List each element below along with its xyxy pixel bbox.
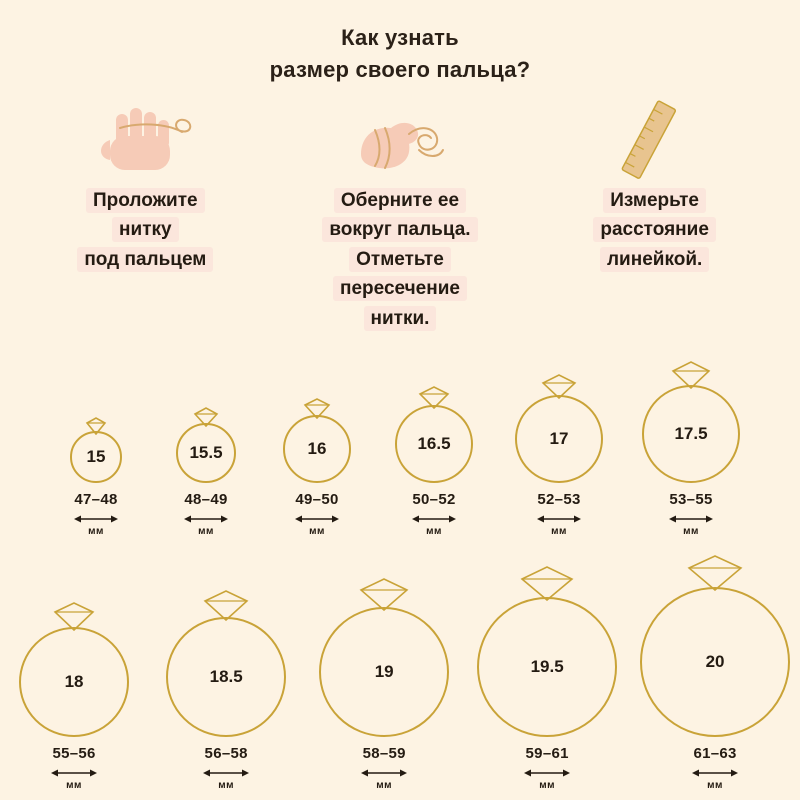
step-2-line-3: Отметьте [349,247,451,272]
ring-cell-16 [261,391,373,537]
ring-size-chart [0,359,800,791]
ring-size-label: 16 [307,438,327,458]
step-2-text [322,186,477,333]
step-3-line-2: расстояние [593,217,716,242]
ring-cell-18-5 [148,589,304,791]
step-2-line-2: вокруг пальца. [322,217,477,242]
step-1-text [77,186,213,274]
step-3-art [590,100,720,186]
hand-with-thread-icon [80,100,210,186]
gem-icon [192,407,220,427]
double-arrow-icon [692,769,738,777]
ring-size-label: 15.5 [189,442,223,462]
ring-size-label: 18 [64,671,84,691]
ring-row-1 [0,359,800,537]
step-3-text [593,186,716,274]
mm-block-18 [51,745,97,791]
ring-band-18-5 [166,617,286,737]
mm-range: 48–49 [184,490,228,508]
ring-band-17-5 [642,385,740,483]
ring-band-16-5 [395,405,473,483]
step-2-line-5: нитки. [364,306,437,331]
ring-size-label: 19.5 [530,656,564,676]
title-line-2: размер своего пальца? [269,56,531,82]
ring-band-20 [640,587,790,737]
finger-wrapped-thread-icon [335,100,465,186]
gem-icon [358,578,410,611]
mm-unit: мм [88,525,104,537]
gem-icon [84,417,108,435]
double-arrow-icon [295,515,339,523]
ring-size-label: 20 [705,651,725,671]
mm-unit: мм [683,525,699,537]
step-3 [535,100,775,274]
step-2-art [335,100,465,186]
gem-icon [202,590,250,621]
ring-band-19 [319,607,449,737]
ring-size-label: 18.5 [209,666,243,686]
double-arrow-icon [669,515,713,523]
ring-cell-15 [41,407,151,537]
ring-cell-19 [304,579,464,791]
ring-cell-18 [0,599,148,791]
ring-band-15-5 [176,423,236,483]
mm-block-19 [361,745,407,791]
double-arrow-icon [537,515,581,523]
mm-range: 55–56 [52,744,96,762]
step-1-line-1: Проложите [86,188,205,213]
gem-icon [52,602,96,631]
ring-art-18 [19,599,129,737]
ring-art-19 [319,579,449,737]
mm-unit: мм [376,779,393,791]
mm-block-16 [295,491,339,537]
mm-unit: мм [198,525,214,537]
double-arrow-icon [184,515,228,523]
ring-art-19-5 [477,569,617,737]
step-1 [25,100,265,274]
ring-art-17-5 [642,359,740,483]
ring-band-15 [70,431,122,483]
mm-block-20 [692,745,738,791]
mm-unit: мм [66,779,82,791]
double-arrow-icon [524,769,570,777]
mm-block-16-5 [412,491,456,537]
mm-range: 61–63 [693,744,737,762]
steps-section [0,100,800,333]
ring-size-label: 19 [374,661,394,681]
step-2-line-4: пересечение [333,276,467,301]
ring-size-label: 15 [86,446,106,466]
page-title [0,0,800,86]
ring-band-18 [19,627,129,737]
ring-band-16 [283,415,351,483]
mm-unit: мм [309,525,325,537]
ring-size-label: 17 [549,428,569,448]
mm-block-17-5 [669,491,713,537]
ring-art-16-5 [395,381,473,483]
mm-unit: мм [539,779,556,791]
mm-range: 58–59 [362,744,406,762]
mm-range: 52–53 [537,490,581,508]
title-line-1: Как узнать [341,25,459,50]
ring-cell-16-5 [373,381,495,537]
double-arrow-icon [51,769,97,777]
ring-cell-20 [630,559,800,791]
ring-art-15 [70,407,122,483]
ring-size-label: 17.5 [674,423,708,443]
double-arrow-icon [203,769,249,777]
ring-art-20 [640,559,790,737]
ring-art-17 [515,371,603,483]
ring-size-label: 16.5 [417,433,451,453]
mm-unit: мм [551,525,567,537]
ring-band-17 [515,395,603,483]
ring-cell-19-5 [464,569,630,791]
mm-unit: мм [218,779,235,791]
mm-block-19-5 [524,745,570,791]
mm-unit: мм [707,779,723,791]
ring-row-2 [0,559,800,791]
mm-range: 56–58 [204,744,248,762]
mm-unit: мм [426,525,442,537]
gem-icon [540,374,578,399]
mm-range: 49–50 [295,490,339,508]
step-3-line-3: линейкой. [600,247,709,272]
mm-range: 47–48 [74,490,118,508]
ruler-icon [590,100,720,186]
gem-icon [519,566,575,601]
step-2-line-1: Оберните ее [334,188,466,213]
ring-cell-15-5 [151,399,261,537]
gem-icon [670,361,712,389]
ring-art-16 [283,391,351,483]
step-3-line-1: Измерьте [603,188,706,213]
step-1-art [80,100,210,186]
mm-block-18-5 [203,745,249,791]
double-arrow-icon [412,515,456,523]
double-arrow-icon [74,515,118,523]
double-arrow-icon [361,769,407,777]
step-1-line-3: под пальцем [77,247,213,272]
ring-art-15-5 [176,399,236,483]
gem-icon [686,555,744,591]
mm-block-15-5 [184,491,228,537]
step-2 [280,100,520,333]
mm-range: 50–52 [412,490,456,508]
step-1-line-2: нитку [112,217,179,242]
ring-cell-17 [495,371,623,537]
gem-icon [417,386,451,409]
mm-block-17 [537,491,581,537]
gem-icon [302,398,332,419]
mm-range: 53–55 [669,490,713,508]
mm-block-15 [74,491,118,537]
ring-art-18-5 [166,589,286,737]
mm-range: 59–61 [525,744,569,762]
ring-cell-17-5 [623,359,759,537]
ring-band-19-5 [477,597,617,737]
